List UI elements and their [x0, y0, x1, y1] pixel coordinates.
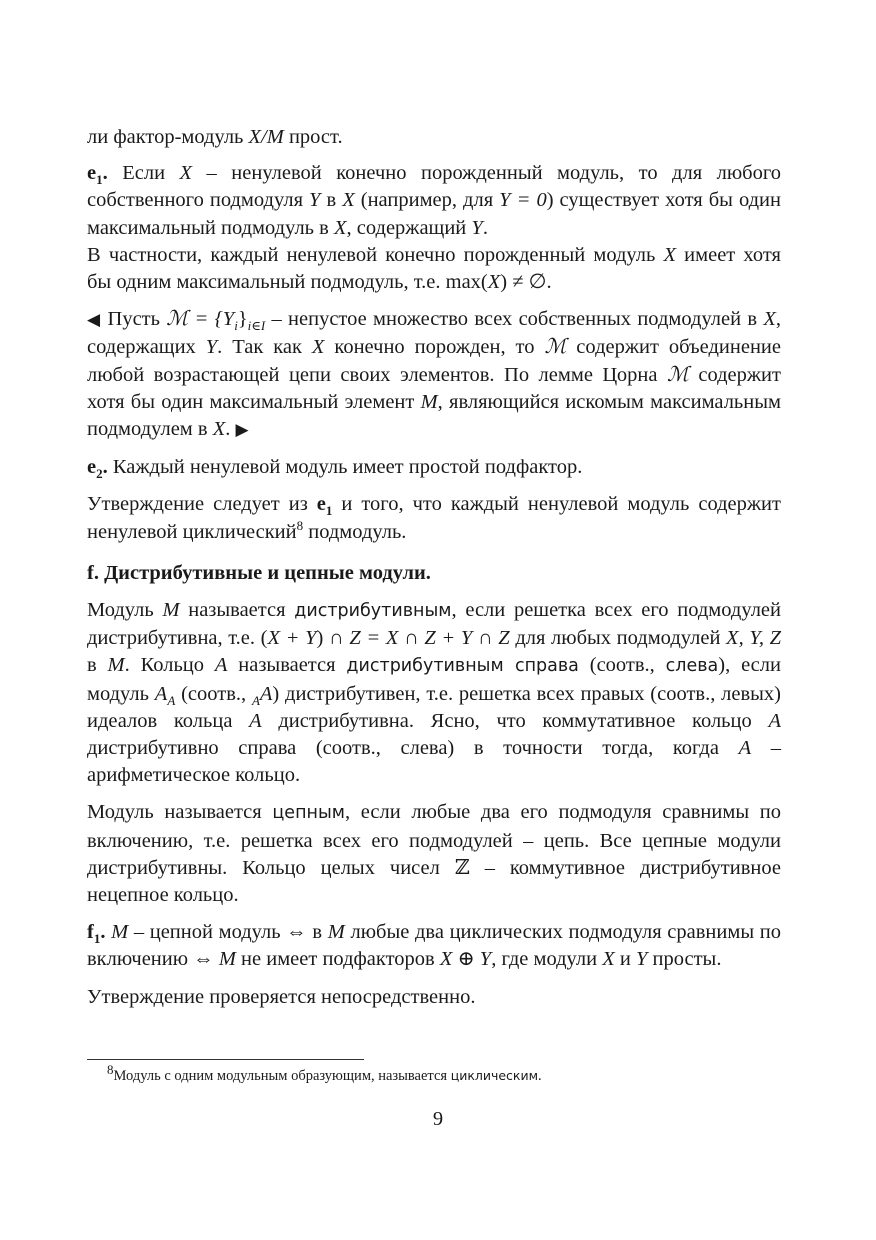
footnote: $^8$Модуль с одним модульным образующим, называется циклическим. [107, 1062, 542, 1084]
term-chain: цепным [272, 803, 345, 824]
footnote-number: 8 [107, 1062, 114, 1078]
statement-e1: $e_1$. Если X – ненулевой конечно порожденный модуль, то для любого собственного подмодуля Y в X (например, для Y = 0) существует хотя бы один максимальный подмодуль в X, содержащий Y. [87, 162, 782, 239]
proof-end-marker: ▶ [235, 420, 249, 441]
label-e1: $e_1$. [87, 162, 108, 188]
term-left: слева [665, 656, 719, 677]
proof-start-marker: ◀ [87, 310, 102, 331]
section-title: f. Дистрибутивные и цепные модули. [87, 561, 431, 584]
paragraph-distributive: Модуль M называется дистрибутивным, если решетка всех его подмодулей дистрибутивна, т.е. (X + Y) ∩ Z = X ∩ Z + Y ∩ Z для любых подмодулей X, Y, Z в M. Кольцо A называется дистрибутивным справа (соотв., слева), если модуль $A_A$ (соотв., $_A$A) дистрибутивен, т.е. решетка всех правых (соотв., левых) идеалов кольца A дистрибутивна. Ясно, что коммутативное кольцо A дистрибутивно справа (соотв., слева) в точности тогда, когда A – арифметическое кольцо. [87, 599, 781, 787]
proof-e1: ◀ Пусть ℳ = $\{Y_i\}_{i\in I}$ – непустое множество всех собственных подмодулей в X, содержащих Y. Так как X конечно порожден, то ℳ содержит объединение любой возрастающей цепи своих элементов. По лемме Цорна ℳ содержит хотя бы один максимальный элемент M, являющийся искомым максимальным подмодулем в X. ▶ [87, 308, 781, 441]
label-f1: $f_1$. [87, 921, 106, 947]
paragraph-chain: Модуль называется цепным, если любые два его подмодуля сравнимы по включению, т.е. решетка всех его подмодулей – цепь. Все цепные модули дистрибутивны. Кольцо целых чисел ℤ – коммутивное дистрибутивное нецепное кольцо. [87, 801, 781, 907]
statement-f1: $f_1$. M – цепной модуль ⇔ в M любые два циклических подмодуля сравнимы по включению ⇔ M не имеет подфакторов X ⊕ Y, где модули X и Y просты. [87, 921, 781, 971]
statement-e2: $e_2$. Каждый ненулевой модуль имеет простой подфактор. [87, 456, 583, 482]
footnote-ref[interactable]: 8 [296, 517, 304, 533]
page-body [87, 124, 781, 1021]
statement-e1-corollary: В частности, каждый ненулевой конечно порожденный модуль X имеет хотя бы одним максимальный подмодуль, т.е. max(X) ≠ ∅. [87, 243, 781, 294]
proof-e2: Утверждение следует из $e_1$ и того, что каждый ненулевой модуль содержит ненулевой циклический$^8$ подмодуль. [87, 493, 781, 543]
page-number: 9 [432, 1108, 444, 1130]
label-e2: $e_2$. [87, 456, 108, 482]
proof-f1: Утверждение проверяется непосредственно. [87, 985, 476, 1008]
term-distributive: дистрибутивным [294, 601, 452, 622]
footnote-term: циклическим [450, 1068, 539, 1083]
term-right-distributive: дистрибутивным справа [346, 656, 579, 677]
footnote-divider [87, 1059, 364, 1060]
paragraph-continuation: ли фактор-модуль X/M прост. [87, 126, 343, 148]
